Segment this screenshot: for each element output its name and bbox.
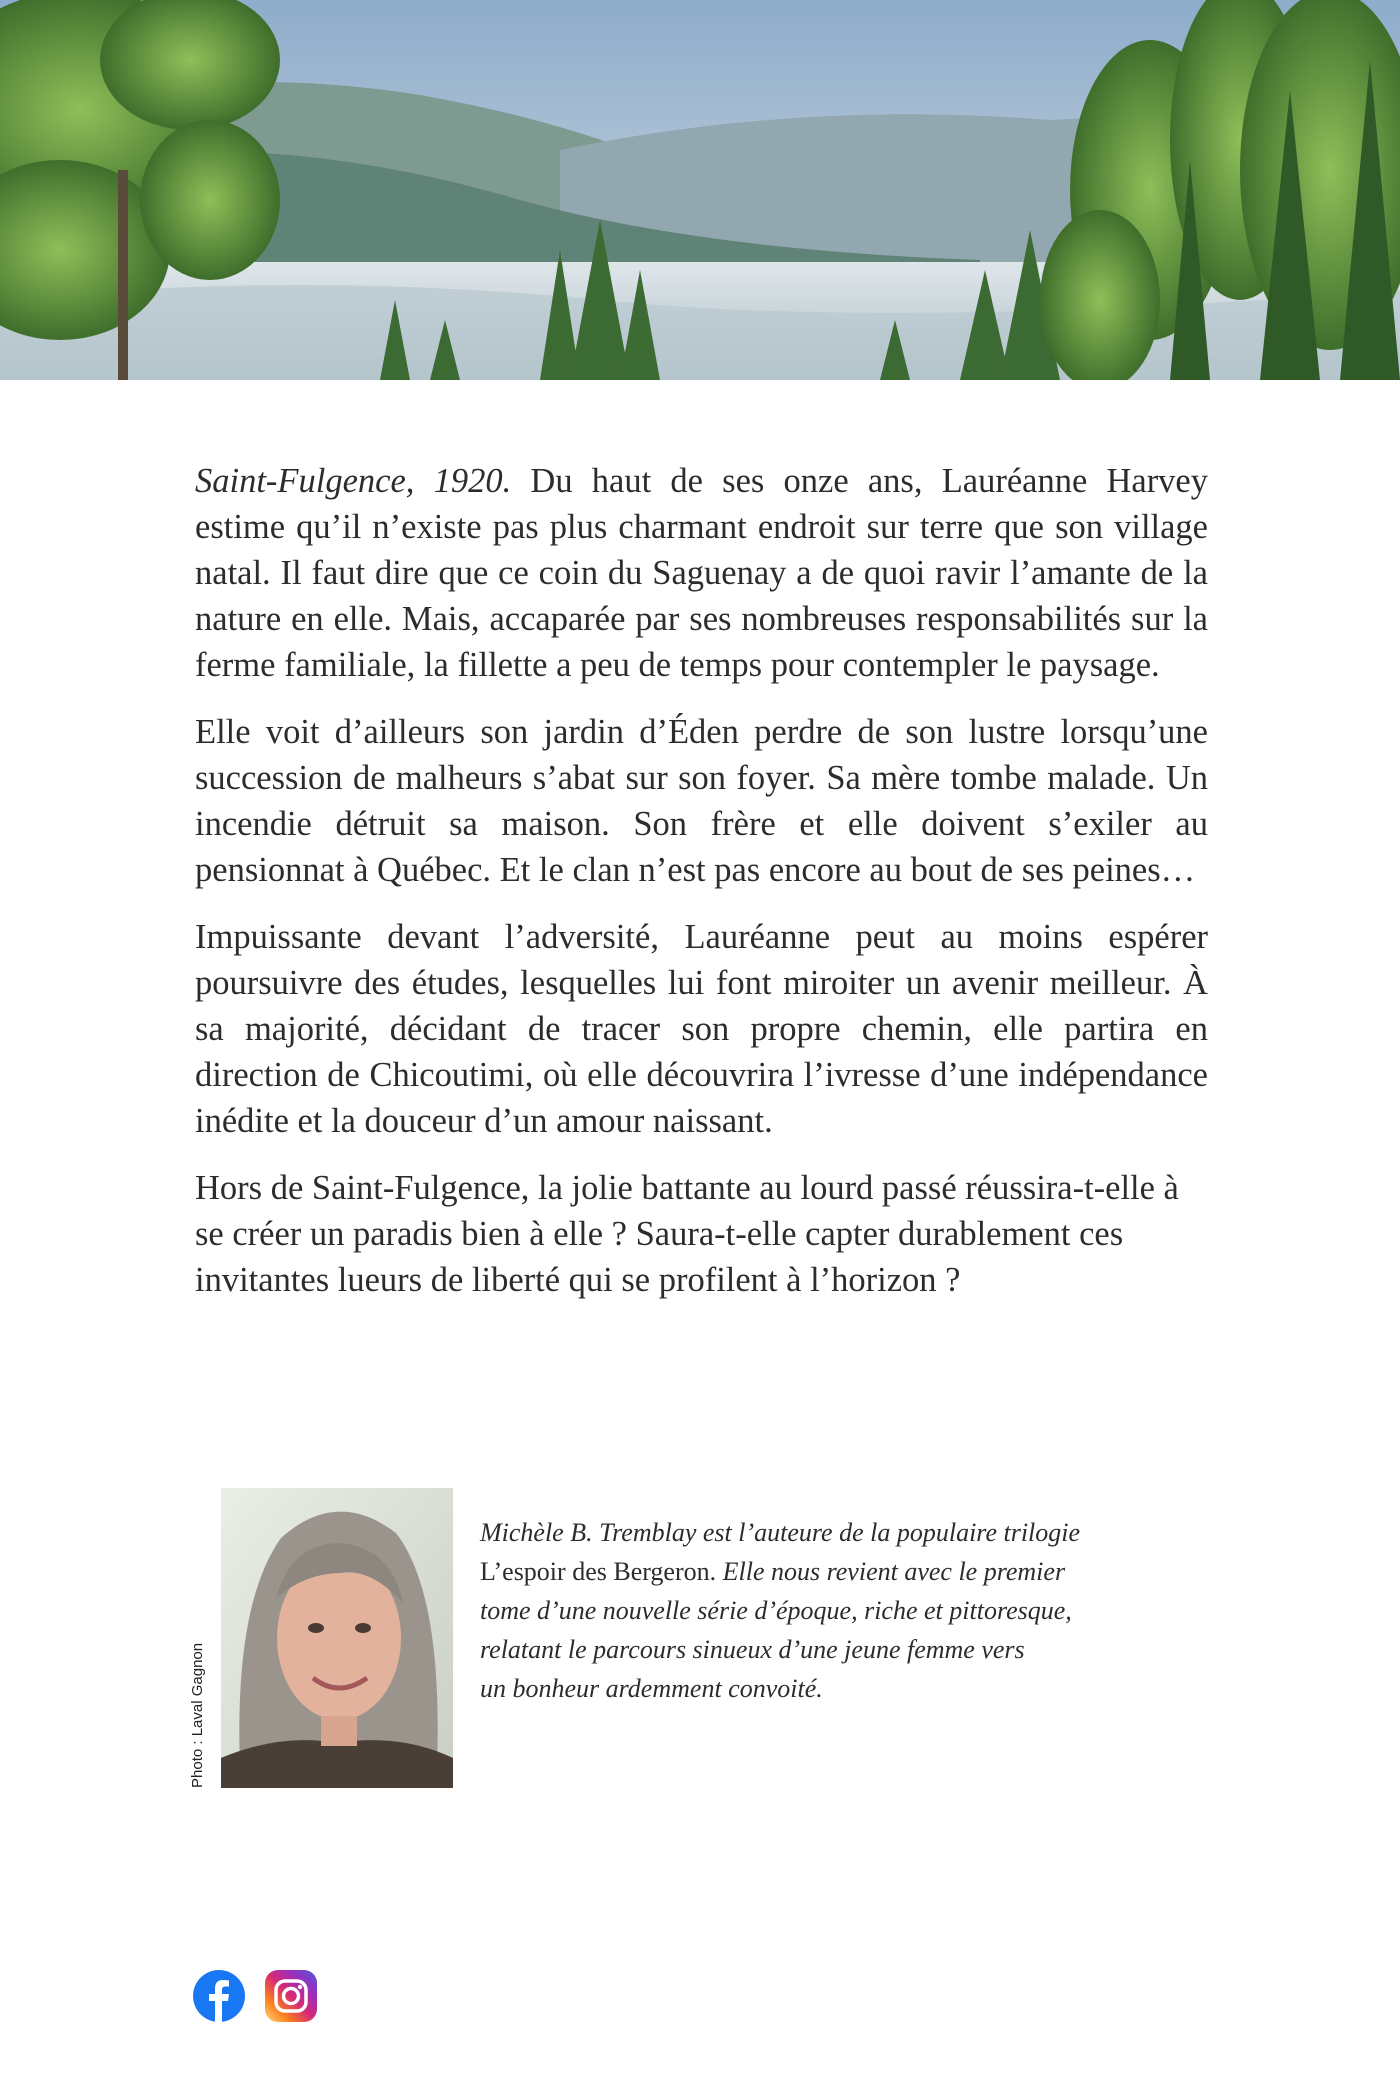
- blurb-place-date: Saint-Fulgence, 1920.: [195, 462, 512, 500]
- bio-line: relatant le parcours sinueux d’une jeune femme vers: [480, 1635, 1025, 1664]
- blurb-paragraph-1-text: Du haut de ses onze ans, Lauréanne Harvey estime qu’il n’existe pas plus charmant endroit sur terre que son village natal. Il faut dire que ce coin du Saguenay a de quoi ravir l’amante de la nature en elle. Mais, accaparée par ses nombreuses responsabilités sur la ferme familiale, la fillette a peu de temps pour contempler le paysage.: [195, 462, 1208, 684]
- bio-line: tome d’une nouvelle série d’époque, riche et pittoresque,: [480, 1596, 1072, 1625]
- facebook-icon[interactable]: [193, 1970, 245, 2022]
- back-cover-blurb: [195, 458, 1208, 1324]
- instagram-icon[interactable]: [265, 1970, 317, 2022]
- author-photo: [221, 1488, 453, 1788]
- bio-line: L’espoir des Bergeron. Elle nous revient avec le premier: [480, 1557, 1066, 1586]
- photo-credit: Photo : Laval Gagnon: [189, 1642, 206, 1788]
- series-title: L’espoir des Bergeron.: [480, 1557, 717, 1586]
- author-bio: [480, 1513, 1200, 1708]
- bio-line: un bonheur ardemment convoité.: [480, 1674, 823, 1703]
- blurb-paragraph-2: Elle voit d’ailleurs son jardin d’Éden perdre de son lustre lorsqu’une succession de malheurs s’abat sur son foyer. Sa mère tombe malade. Un incendie détruit sa maison. Son frère et elle doivent s’exiler au pensionnat à Québec. Et le clan n’est pas encore au bout de ses peines…: [195, 713, 1208, 889]
- landscape-banner: [0, 0, 1400, 380]
- landscape-painting: [0, 0, 1400, 380]
- blurb-paragraph-1: [195, 458, 1208, 688]
- blurb-paragraph-4: Hors de Saint-Fulgence, la jolie battante au lourd passé réussira-t-elle à se créer un paradis bien à elle ? Saura-t-elle capter durablement ces invitantes lueurs de liberté qui se profilent à l’horizon ?: [195, 1169, 1179, 1299]
- bio-line: Michèle B. Tremblay est l’auteure de la populaire trilogie: [480, 1518, 1081, 1547]
- blurb-paragraph-3: Impuissante devant l’adversité, Lauréanne peut au moins espérer poursuivre des études, lesquelles lui font miroiter un avenir meilleur. À sa majorité, décidant de tracer son propre chemin, elle partira en direction de Chicoutimi, où elle découvrira l’ivresse d’une indépendance inédite et la douceur d’un amour naissant.: [195, 918, 1208, 1140]
- social-links: [193, 1970, 317, 2022]
